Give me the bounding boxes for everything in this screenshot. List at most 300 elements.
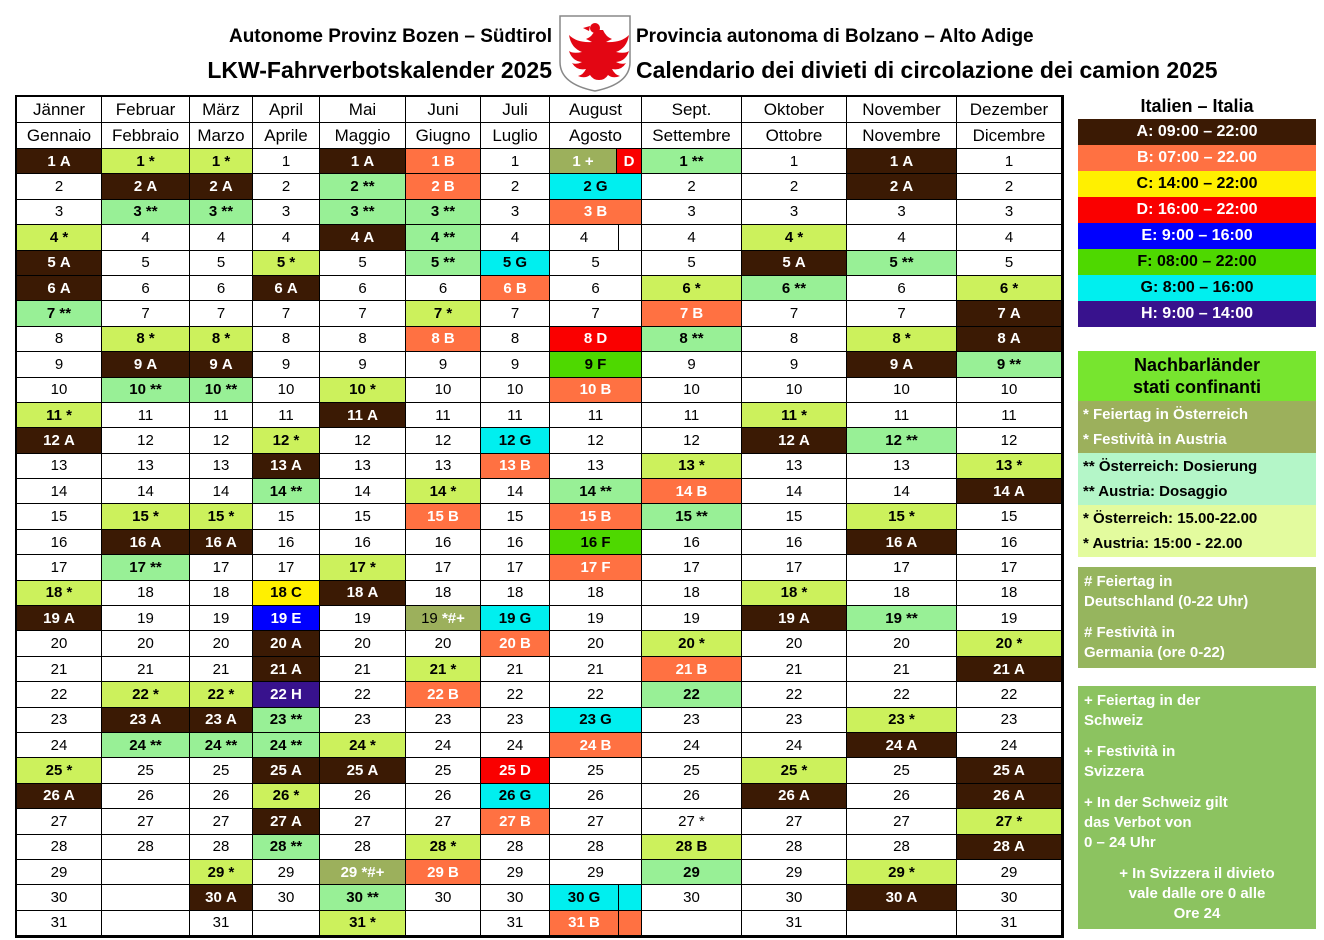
day-cell (742, 784, 847, 809)
day-number: 30 (785, 889, 803, 907)
day-cell (190, 225, 253, 250)
legend-line: Germania (ore 0-22) (1084, 644, 1225, 661)
day-cell (550, 200, 642, 225)
day-cell-label (550, 809, 641, 833)
day-cell-label (481, 225, 549, 249)
day-number: 5 (47, 254, 56, 272)
day-cell (102, 327, 190, 352)
day-number: 3 (510, 203, 520, 221)
day-number: 3 (208, 203, 218, 221)
day-code: A (59, 787, 75, 805)
day-cell (190, 428, 253, 453)
day-cell-label (406, 581, 480, 605)
day-number: 16 (277, 533, 295, 551)
day-code: A (794, 787, 810, 805)
day-code: B (439, 178, 455, 196)
day-cell (742, 809, 847, 834)
day-code: * (694, 812, 705, 830)
day-cell (957, 555, 1062, 580)
day-cell (320, 835, 406, 860)
day-number: 20 (893, 635, 910, 653)
legend-line: + Festività in (1084, 743, 1176, 760)
day-cell-label (642, 835, 741, 859)
day-number: 2 (583, 178, 592, 196)
day-cell (190, 530, 253, 555)
day-cell-label (406, 682, 480, 706)
day-code: A (286, 762, 302, 780)
day-number: 23 (205, 711, 222, 729)
day-cell (642, 352, 742, 377)
day-cell (550, 251, 642, 276)
day-cell-label (102, 835, 189, 859)
day-cell (190, 758, 253, 783)
day-number: 10 (683, 381, 700, 399)
day-cell (17, 225, 102, 250)
day-cell (253, 733, 320, 758)
day-cell (253, 758, 320, 783)
month-header-de: März (190, 97, 253, 123)
day-cell-label (102, 454, 189, 478)
legend-line: das Verbot von (1084, 814, 1192, 831)
italy-legend-row: G: 8:00 – 16:00 (1078, 275, 1316, 301)
day-cell-label (253, 555, 319, 579)
day-cell (253, 149, 320, 174)
day-cell (17, 784, 102, 809)
day-number: 19 (587, 609, 604, 627)
day-cell (17, 682, 102, 707)
day-cell-label (742, 606, 846, 630)
day-cell-label (102, 251, 189, 275)
day-cell (481, 200, 550, 225)
day-code: * (694, 635, 705, 653)
day-cell (190, 479, 253, 504)
day-number: 13 (434, 457, 452, 475)
day-cell (190, 403, 253, 428)
day-cell-label (742, 682, 846, 706)
day-number: 14 (579, 482, 596, 500)
day-number: 29 (506, 863, 524, 881)
day-cell-label (481, 428, 549, 452)
day-code: ** (145, 381, 162, 399)
day-code: * (446, 838, 457, 856)
day-cell (253, 606, 320, 631)
day-cell-label (957, 378, 1061, 402)
day-cell-label (102, 301, 189, 325)
day-cell-label (253, 225, 319, 249)
day-code: *#+ (357, 863, 385, 881)
day-code: A (1005, 305, 1021, 323)
day-cell-label (102, 504, 189, 528)
day-extra-code-chip: D (616, 149, 641, 173)
day-number: 29 (427, 863, 444, 881)
day-cell (406, 708, 481, 733)
day-number: 3 (133, 203, 142, 221)
day-cell-label (102, 276, 189, 300)
day-cell (742, 504, 847, 529)
day-cell-label (847, 835, 956, 859)
day-cell (957, 911, 1062, 936)
day-number: 9 (281, 355, 291, 373)
day-cell-label (847, 708, 956, 732)
day-cell (190, 733, 253, 758)
day-cell-label (190, 708, 252, 732)
day-code: A (902, 736, 918, 754)
day-number: 29 (888, 863, 905, 881)
legend-line: # Feiertag in (1084, 573, 1173, 590)
month-header-it: Maggio (320, 123, 406, 149)
day-cell (642, 835, 742, 860)
day-cell (253, 885, 320, 910)
day-number: 24 (785, 736, 803, 754)
day-cell (481, 428, 550, 453)
day-cell (190, 860, 253, 885)
day-code: A (217, 178, 233, 196)
day-number: 5 (141, 254, 150, 272)
day-cell (550, 606, 642, 631)
day-cell (320, 885, 406, 910)
day-number: 17 (1000, 558, 1018, 576)
day-cell-label (190, 301, 252, 325)
month-header-de: Dezember (957, 97, 1062, 123)
day-number: 23 (50, 711, 68, 729)
day-cell-label (742, 276, 846, 300)
day-cell-label (190, 174, 252, 198)
day-cell (481, 479, 550, 504)
legend-line: + Feiertag in der (1084, 692, 1201, 709)
day-cell-label (957, 835, 1061, 859)
day-cell (406, 758, 481, 783)
day-cell (742, 733, 847, 758)
day-cell (190, 251, 253, 276)
day-code: A (1005, 330, 1021, 348)
day-number: 2 (281, 178, 291, 196)
day-number: 27 (354, 812, 371, 830)
day-cell (642, 149, 742, 174)
day-cell (481, 581, 550, 606)
day-cell (17, 657, 102, 682)
day-number: 19 (270, 609, 288, 627)
day-cell-label (957, 606, 1061, 630)
austria-times (1078, 505, 1316, 557)
day-cell (17, 631, 102, 656)
day-cell-label (253, 581, 319, 605)
day-number: 15 (888, 508, 905, 526)
day-number: 24 (50, 736, 68, 754)
day-cell (253, 327, 320, 352)
day-number: 9 (687, 355, 696, 373)
legend-line (1084, 782, 1310, 793)
day-code: A (1009, 482, 1025, 500)
day-cell-label (320, 657, 405, 681)
day-number: 15 (506, 508, 524, 526)
day-code: * (62, 762, 73, 780)
day-cell (847, 657, 957, 682)
day-number: 15 (354, 508, 371, 526)
day-cell (847, 251, 957, 276)
austria-holiday (1078, 401, 1316, 453)
month-header-it: Settembre (642, 123, 742, 149)
day-cell (102, 428, 190, 453)
day-cell-label (253, 174, 319, 198)
day-code: G (591, 178, 608, 196)
day-number: 21 (993, 660, 1010, 678)
day-cell (742, 174, 847, 199)
day-cell (102, 581, 190, 606)
day-number: 25 (434, 762, 452, 780)
coat-of-arms-eagle-icon (556, 14, 634, 94)
day-number: 9 (54, 355, 64, 373)
day-cell-label (253, 378, 319, 402)
day-number: 15 (427, 508, 444, 526)
day-number: 12 (885, 431, 902, 449)
day-number: 3 (350, 203, 359, 221)
day-number: 18 (587, 584, 604, 602)
day-number: 24 (506, 736, 524, 754)
day-number: 10 (893, 381, 910, 399)
day-number: 8 (431, 330, 440, 348)
day-cell (253, 454, 320, 479)
day-number: 14 (893, 482, 910, 500)
day-cell-label (550, 682, 641, 706)
day-code: * (690, 279, 701, 297)
month-header-it: Ottobre (742, 123, 847, 149)
italy-legend-rows (1078, 119, 1316, 327)
day-cell (742, 149, 847, 174)
day-cell-label (957, 581, 1061, 605)
day-number: 28 (993, 838, 1010, 856)
day-number: 26 (587, 787, 604, 805)
month-header-it: Marzo (190, 123, 253, 149)
day-cell-label (847, 301, 956, 325)
day-number: 8 (211, 330, 221, 348)
day-code: * (446, 660, 457, 678)
day-number: 27 (995, 812, 1013, 830)
legend-line: vale dalle ore 0 alle (1128, 885, 1266, 902)
day-cell-label (102, 403, 189, 427)
day-number: 20 (587, 635, 604, 653)
day-cell (957, 200, 1062, 225)
day-number: 11 (137, 406, 154, 424)
day-cell (957, 860, 1062, 885)
day-cell (957, 530, 1062, 555)
day-cell (957, 301, 1062, 326)
day-number: 30 (346, 889, 363, 907)
day-number: 17 (277, 558, 295, 576)
day-cell (957, 784, 1062, 809)
day-code: A (363, 584, 379, 602)
day-number: 22 (683, 685, 700, 703)
day-number: 28 (785, 838, 803, 856)
day-number: 17 (580, 558, 598, 576)
day-code: ** (145, 558, 162, 576)
day-number: 13 (50, 457, 68, 475)
day-cell-label (742, 174, 846, 198)
day-cell-label (742, 454, 846, 478)
day-code: A (363, 762, 379, 780)
day-number: 31 (785, 914, 803, 932)
day-number: 5 (276, 254, 286, 272)
day-cell (742, 758, 847, 783)
day-cell (642, 504, 742, 529)
day-number: 1 (789, 152, 799, 170)
day-code: B (443, 685, 459, 703)
day-number: 11 (587, 406, 604, 424)
day-cell-label (190, 149, 252, 173)
day-cell (190, 454, 253, 479)
germany-note (1078, 567, 1316, 668)
day-code: ** (595, 482, 612, 500)
day-cell-label (742, 378, 846, 402)
day-code: *#+ (437, 609, 465, 627)
day-cell-label (17, 504, 101, 528)
day-cell-label (17, 581, 101, 605)
day-cell-label (481, 454, 549, 478)
day-cell-label (190, 885, 252, 909)
day-cell (481, 403, 550, 428)
day-cell (190, 555, 253, 580)
day-cell (847, 606, 957, 631)
day-code: * (365, 381, 376, 399)
day-cell-label (847, 657, 956, 681)
day-cell (550, 403, 642, 428)
day-cell-label (102, 733, 189, 757)
day-code: B (692, 660, 708, 678)
day-number: 31 (1000, 914, 1018, 932)
day-code: * (148, 685, 159, 703)
day-cell (550, 378, 642, 403)
truck-ban-calendar (15, 95, 1064, 938)
day-cell (742, 454, 847, 479)
day-cell-label (17, 657, 101, 681)
day-number: 12 (683, 431, 700, 449)
day-cell-label (190, 758, 252, 782)
day-cell-label (847, 251, 956, 275)
day-cell (742, 606, 847, 631)
day-cell (847, 911, 957, 936)
day-cell-label (550, 149, 616, 173)
day-code: * (797, 762, 808, 780)
day-cell-label (481, 581, 549, 605)
day-number: 16 (580, 533, 598, 551)
day-cell (406, 860, 481, 885)
day-cell (481, 682, 550, 707)
day-cell-label (320, 809, 405, 833)
day-cell (550, 301, 642, 326)
day-cell (253, 428, 320, 453)
day-cell (102, 555, 190, 580)
day-cell-label (481, 835, 549, 859)
day-cell (253, 530, 320, 555)
day-cell-label (253, 428, 319, 452)
day-cell (102, 200, 190, 225)
title-german-line1: Autonome Provinz Bozen – Südtirol (228, 26, 552, 47)
day-cell-label (320, 606, 405, 630)
day-code: * (289, 787, 300, 805)
day-cell-label (253, 809, 319, 833)
day-cell-label (190, 784, 252, 808)
day-cell-label (190, 225, 252, 249)
day-number: 27 (587, 812, 604, 830)
day-cell (102, 301, 190, 326)
month-header-de: Juni (406, 97, 481, 123)
day-cell (957, 708, 1062, 733)
day-cell (847, 149, 957, 174)
day-number: 16 (129, 533, 147, 551)
month-header-it: Gennaio (17, 123, 102, 149)
day-cell (17, 911, 102, 936)
day-cell (320, 784, 406, 809)
day-cell-label (957, 682, 1061, 706)
day-cell-label (481, 606, 549, 630)
day-cell (481, 555, 550, 580)
day-cell (17, 174, 102, 199)
day-cell (406, 530, 481, 555)
day-cell (550, 555, 642, 580)
day-number: 25 (893, 762, 910, 780)
day-code: ** (439, 203, 456, 221)
day-number: 17 (506, 558, 524, 576)
day-cell-label (481, 682, 549, 706)
day-number: 3 (897, 203, 906, 221)
day-code: B (592, 203, 608, 221)
day-number: 28 (137, 838, 154, 856)
day-number: 11 (213, 406, 229, 424)
day-cell (320, 606, 406, 631)
day-cell (742, 708, 847, 733)
day-cell (642, 631, 742, 656)
day-cell (957, 657, 1062, 682)
day-number: 27 (893, 812, 910, 830)
day-cell-label (481, 174, 549, 198)
day-cell (190, 352, 253, 377)
day-cell-label (847, 174, 956, 198)
day-cell (847, 581, 957, 606)
day-number: 11 (1001, 406, 1017, 424)
day-cell-label (320, 200, 405, 224)
day-code: G (595, 711, 612, 729)
day-number: 19 (885, 609, 902, 627)
day-cell (957, 276, 1062, 301)
day-code: B (515, 635, 531, 653)
day-cell-label (406, 758, 480, 782)
day-number: 4 (897, 228, 906, 246)
day-cell-label (17, 835, 101, 859)
day-number: 17 (683, 558, 700, 576)
day-cell (406, 276, 481, 301)
day-cell-label (406, 784, 480, 808)
day-cell (642, 378, 742, 403)
day-cell-label (253, 733, 319, 757)
italy-legend-row: C: 14:00 – 22:00 (1078, 171, 1316, 197)
month-header-it: Febbraio (102, 123, 190, 149)
day-cell (550, 454, 642, 479)
day-cell-label (320, 733, 405, 757)
day-cell-label (320, 251, 405, 275)
day-cell (190, 200, 253, 225)
day-cell (550, 733, 642, 758)
day-number: 16 (50, 533, 68, 551)
day-cell (253, 581, 320, 606)
day-number: 1 (889, 152, 899, 170)
day-cell (17, 479, 102, 504)
day-cell (481, 251, 550, 276)
day-cell (550, 860, 642, 885)
day-cell (190, 784, 253, 809)
day-cell (253, 276, 320, 301)
day-cell (847, 682, 957, 707)
day-number: 13 (995, 457, 1013, 475)
day-cell (847, 504, 957, 529)
